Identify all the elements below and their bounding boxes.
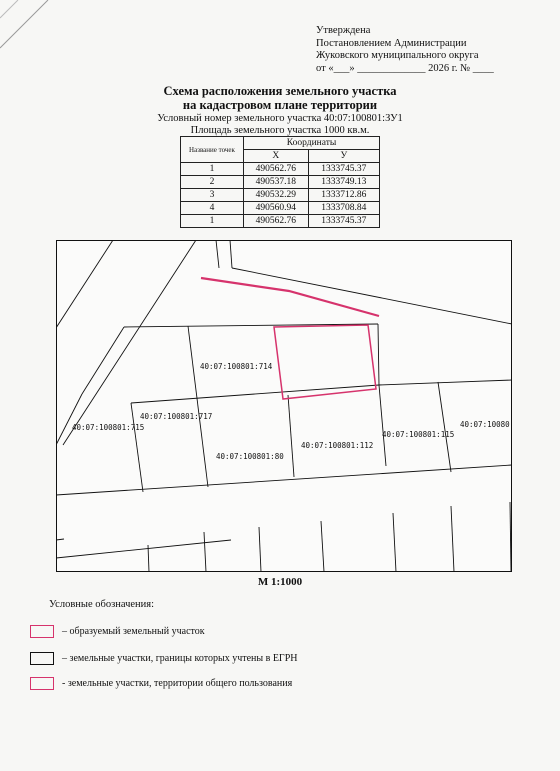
cadastral-map bbox=[56, 240, 512, 572]
approval-line-3: Жуковского муниципального округа bbox=[316, 50, 479, 61]
parcel-label-715: 40:07:100801:715 bbox=[72, 423, 145, 432]
map-scale: М 1:1000 bbox=[257, 576, 303, 588]
x-cell: 490537.18 bbox=[244, 176, 309, 189]
y-header: У bbox=[308, 150, 379, 163]
parcel-number: Условный номер земельного участка 40:07:100801:ЗУ1 bbox=[157, 113, 403, 124]
x-cell: 490560.94 bbox=[244, 202, 309, 215]
y-cell: 1333745.37 bbox=[308, 215, 379, 228]
document-title bbox=[120, 84, 440, 112]
x-cell: 490562.76 bbox=[244, 215, 309, 228]
legend-label: – земельные участки, границы которых учтены в ЕГРН bbox=[62, 652, 298, 664]
y-cell: 1333712.86 bbox=[308, 189, 379, 202]
parcel-label-714: 40:07:100801:714 bbox=[200, 362, 273, 371]
table-row bbox=[181, 189, 380, 202]
legend-label: – образуемый земельный участок bbox=[62, 625, 205, 637]
x-cell: 490532.29 bbox=[244, 189, 309, 202]
x-header: Х bbox=[244, 150, 309, 163]
coordinates-header: Координаты bbox=[244, 137, 380, 150]
legend-label: - земельные участки, территории общего пользования bbox=[62, 677, 293, 689]
point-cell: 1 bbox=[181, 163, 244, 176]
legend-swatch bbox=[30, 652, 54, 665]
parcel-label-edge: 40:07:10080 bbox=[460, 420, 510, 429]
coordinates-table bbox=[180, 136, 380, 228]
approval-line-4: от «___» _____________ 2026 г. № ____ bbox=[316, 62, 494, 74]
y-cell: 1333708.84 bbox=[308, 202, 379, 215]
point-cell: 4 bbox=[181, 202, 244, 215]
legend-title: Условные обозначения: bbox=[49, 599, 155, 610]
point-cell: 3 bbox=[181, 189, 244, 202]
legend-item-public bbox=[30, 675, 292, 691]
legend-item-new-parcel bbox=[30, 623, 205, 639]
point-cell: 2 bbox=[181, 176, 244, 189]
approval-line-1: Утверждена bbox=[316, 25, 371, 36]
parcel-area: Площадь земельного участка 1000 кв.м. bbox=[190, 125, 370, 136]
parcel-label-80: 40:07:100801:80 bbox=[216, 452, 284, 461]
table-row bbox=[181, 215, 380, 228]
table-row bbox=[181, 163, 380, 176]
legend-swatch bbox=[30, 677, 54, 690]
x-cell: 490562.76 bbox=[244, 163, 309, 176]
table-row bbox=[181, 202, 380, 215]
y-cell: 1333749.13 bbox=[308, 176, 379, 189]
parcel-label-112: 40:07:100801:112 bbox=[301, 441, 374, 450]
approval-block bbox=[316, 25, 546, 75]
legend-item-registered bbox=[30, 650, 298, 666]
y-cell: 1333745.37 bbox=[308, 163, 379, 176]
scan-corner-mark bbox=[0, 0, 60, 60]
legend-swatch bbox=[30, 625, 54, 638]
title-line-1: Схема расположения земельного участка bbox=[163, 84, 397, 98]
point-name-header: Название точек bbox=[181, 137, 244, 163]
parcel-info bbox=[100, 113, 460, 137]
title-line-2: на кадастровом плане территории bbox=[182, 98, 378, 112]
parcel-label-717: 40:07:100801:717 bbox=[140, 412, 213, 421]
point-cell: 1 bbox=[181, 215, 244, 228]
approval-line-2: Постановлением Администрации bbox=[316, 37, 467, 49]
table-row bbox=[181, 176, 380, 189]
parcel-label-115: 40:07:100801:115 bbox=[382, 430, 455, 439]
